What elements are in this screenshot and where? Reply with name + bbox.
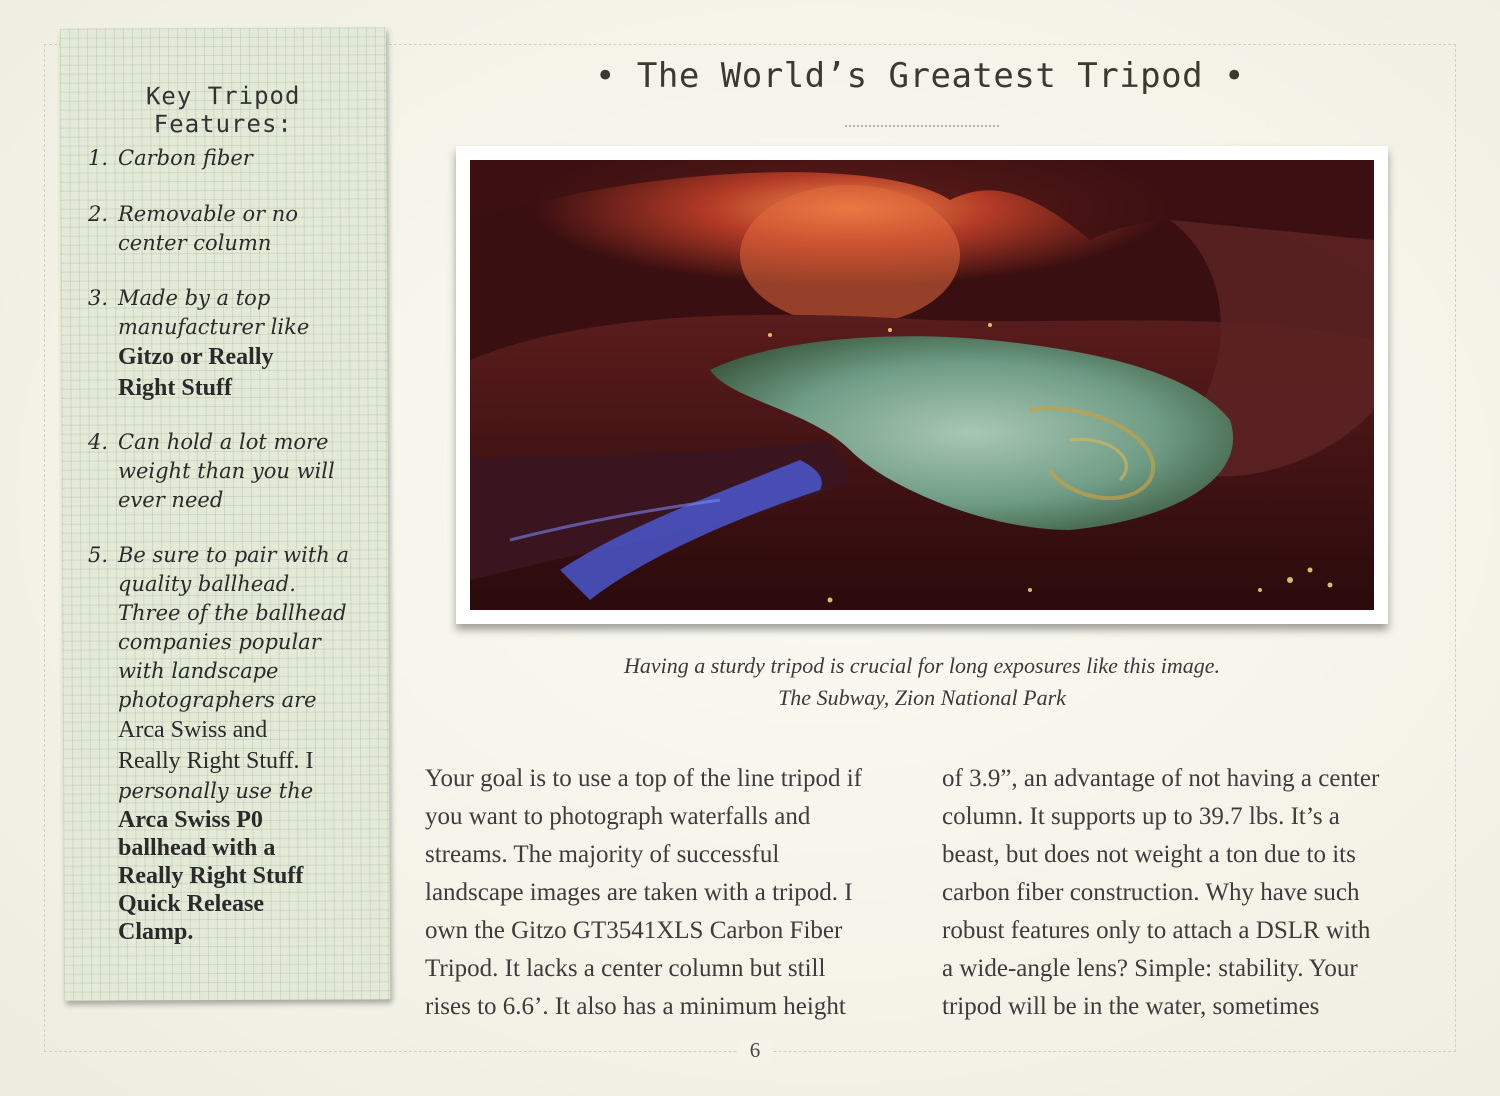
feature-line-arca: Arca Swiss and [118,717,268,743]
page-number: 6 [738,1038,772,1063]
body-column-1 [425,760,905,1026]
feature-line: center column [118,231,272,255]
feature-line-bold: ballhead with a [118,835,276,861]
caption-line-2: The Subway, Zion National Park [778,685,1066,710]
subway-photo-illustration [470,160,1374,610]
feature-number: 5. [88,543,109,567]
feature-number: 1. [88,146,109,170]
feature-line-rrs: Really Right Stuff. I [118,748,314,774]
feature-line: Three of the ballhead [118,601,347,625]
feature-line-bold: Clamp. [118,919,194,945]
body-line: beast, but does not weight a ton due to its [942,841,1356,868]
body-line: you want to photograph waterfalls and [425,803,811,830]
body-line: robust features only to attach a DSLR with [942,917,1371,944]
body-line: own the Gitzo GT3541XLS Carbon Fiber [425,917,843,944]
note-title-line-2: Features: [153,109,293,139]
feature-line: with landscape [118,659,279,683]
feature-line: Be sure to pair with a [118,543,349,567]
body-line: a wide-angle lens? Simple: stability. Your [942,955,1358,982]
feature-line: manufacturer like [118,315,310,339]
feature-line-bold: Quick Release [118,891,264,917]
feature-line: Removable or no [118,202,298,226]
feature-line-bold: Right Stuff [118,375,233,401]
feature-line: Carbon fiber [118,146,253,170]
body-line: carbon fiber construction. Why have such [942,879,1360,906]
feature-text [118,428,368,515]
feature-line: quality ballhead. [118,572,296,596]
feature-text [118,200,368,258]
body-line: Tripod. It lacks a center column but still [425,955,826,982]
body-line: of 3.9”, an advantage of not having a center [942,765,1380,792]
feature-text [118,541,368,946]
caption-line-1: Having a sturdy tripod is crucial for long exposures like this image. [624,653,1220,678]
page-title: • The World’s Greatest Tripod • [594,56,1246,96]
body-line: streams. The majority of successful [425,841,780,868]
body-column-2 [942,760,1422,1026]
photo-caption [420,650,1424,714]
feature-line: Can hold a lot more [118,430,329,454]
subway-photo [470,160,1374,610]
body-line: Your goal is to use a top of the line tripod if [425,765,862,792]
feature-line: personally use the [118,779,314,803]
feature-line: Made by a top [118,286,271,310]
feature-number: 4. [88,430,109,454]
feature-line: weight than you will [118,459,335,483]
feature-text [118,284,368,404]
feature-line-bold: Arca Swiss P0 [118,807,263,833]
feature-number: 2. [88,202,109,226]
body-line: tripod will be in the water, sometimes [942,993,1320,1020]
note-title [60,81,386,138]
feature-line: ever need [118,488,224,512]
title-divider [845,125,999,127]
feature-line: photographers are [118,688,317,712]
body-line: rises to 6.6’. It also has a minimum height [425,993,846,1020]
body-line: column. It supports up to 39.7 lbs. It’s a [942,803,1340,830]
feature-number: 3. [88,286,109,310]
feature-line-bold: Gitzo or Really [118,344,274,370]
feature-text [118,144,368,173]
feature-line: companies popular [118,630,321,654]
feature-line-bold: Really Right Stuff [118,863,304,889]
note-title-line-1: Key Tripod [145,81,301,111]
body-line: landscape images are taken with a tripod. I [425,879,853,906]
